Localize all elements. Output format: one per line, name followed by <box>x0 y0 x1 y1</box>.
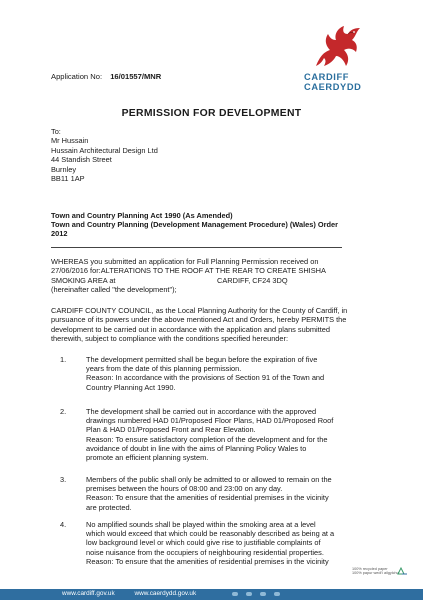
condition-line: Plan & HAD 01/Proposed Front and Rear Elevation. <box>86 425 256 435</box>
condition-number: 2. <box>60 407 67 416</box>
footer-decoration <box>260 592 266 596</box>
legislation-heading <box>51 211 371 239</box>
document-title: PERMISSION FOR DEVELOPMENT <box>121 108 302 119</box>
condition-line: The development permitted shall be begun before the expiration of five <box>86 355 318 364</box>
recycled-paper-line: 100% recycled paper <box>352 567 388 571</box>
condition-line: The development shall be carried out in accordance with the approved <box>86 407 317 416</box>
council-line: CARDIFF COUNTY COUNCIL, as the Local Planning Authority for the County of Cardiff, in <box>51 306 348 315</box>
council-line: pursuance of its powers under the above mentioned Act and Orders, hereby PERMITS the <box>51 315 347 325</box>
condition-line: Members of the public shall only be admitted to or allowed to remain on the <box>86 475 332 484</box>
logo-text-caerdydd: CAERDYDD <box>304 82 362 92</box>
condition-line: low background level or which could give rise to justifiable complaints of <box>86 538 321 548</box>
whereas-line: 27/06/2016 for:ALTERATIONS TO THE ROOF AT THE REAR TO CREATE SHISHA <box>51 266 326 276</box>
section-divider <box>51 247 342 248</box>
application-number-label: Application No: <box>51 72 103 81</box>
council-paragraph <box>51 306 373 343</box>
condition-line: Reason: In accordance with the provisions of Section 91 of the Town and <box>86 373 325 383</box>
whereas-site-address: CARDIFF, CF24 3DQ <box>217 275 288 285</box>
whereas-paragraph <box>51 257 373 294</box>
whereas-line: WHEREAS you submitted an application for Full Planning Permission received on <box>51 257 319 266</box>
condition-line: are protected. <box>86 502 132 512</box>
condition-number: 4. <box>60 520 67 529</box>
condition-text <box>86 355 376 392</box>
condition-line: avoidance of doubt in line with the aims of Planning Policy Wales to <box>86 443 307 453</box>
recipient-to-label: To: <box>51 127 61 136</box>
whereas-site-line <box>51 276 373 285</box>
condition-line: No amplified sounds shall be played within the smoking area at a level <box>86 520 316 529</box>
condition-line: Reason: To ensure satisfactory completion of the development and for the <box>86 434 328 444</box>
dragon-icon <box>310 22 364 72</box>
condition-text <box>86 520 376 566</box>
condition-line: drawings numbered HAD 01/Proposed Floor Plans, HAD 01/Proposed Roof <box>86 416 334 426</box>
condition-text <box>86 407 376 462</box>
footer-decoration <box>232 592 238 596</box>
footer-decoration <box>246 592 252 596</box>
recycle-icon <box>396 566 408 576</box>
condition-line: Reason: To ensure that the amenities of residential premises in the vicinity <box>86 493 329 503</box>
recycled-paper-note <box>352 567 399 576</box>
footer-links <box>62 590 214 597</box>
condition-line: which would exceed that which could be reasonably described as being at a <box>86 529 335 539</box>
condition-line: Reason: To ensure that the amenities of residential premises in the vicinity <box>86 556 329 566</box>
legislation-line: Town and Country Planning (Development Management Procedure) (Wales) Order <box>51 220 339 230</box>
legislation-line: 2012 <box>51 229 68 239</box>
recipient-line: Hussain Architectural Design Ltd <box>51 145 158 155</box>
condition-line: promote an efficient planning system. <box>86 453 209 463</box>
council-logo <box>300 22 398 94</box>
recipient-address <box>51 127 158 183</box>
condition-line: premises between the hours of 08:00 and 23:00 on any day. <box>86 484 283 494</box>
whereas-line: (hereinafter called "the development"); <box>51 284 177 294</box>
condition-number: 1. <box>60 355 67 364</box>
application-number: 16/01557/MNR <box>110 72 162 81</box>
application-number-line <box>51 72 161 81</box>
condition-text <box>86 475 376 512</box>
logo-text-cardiff: CARDIFF <box>304 72 349 82</box>
footer-link-cardiff[interactable]: www.cardiff.gov.uk <box>62 590 115 597</box>
legislation-line: Town and Country Planning Act 1990 (As Amended) <box>51 211 233 220</box>
footer-link-caerdydd[interactable]: www.caerdydd.gov.uk <box>134 590 197 597</box>
recipient-line: BB11 1AP <box>51 174 85 184</box>
recipient-line: Burnley <box>51 164 77 174</box>
condition-line: Country Planning Act 1990. <box>86 382 176 392</box>
condition-number: 3. <box>60 475 67 484</box>
recipient-line: Mr Hussain <box>51 136 89 146</box>
recycled-paper-line: 100% papur wedi'i ailgylchu <box>352 571 399 576</box>
council-line: therewith, subject to compliance with the conditions specified hereunder: <box>51 333 289 343</box>
recipient-line: 44 Standish Street <box>51 155 112 165</box>
footer-decoration <box>274 592 280 596</box>
council-line: development to be carried out in accordance with the application and plans submitted <box>51 324 330 334</box>
condition-line: years from the date of this planning permission. <box>86 364 242 374</box>
whereas-site-prefix: SMOKING AREA at <box>51 275 116 285</box>
condition-line: noise nuisance from the occupiers of neighbouring residential properties. <box>86 547 324 557</box>
footer-bar <box>0 589 423 600</box>
